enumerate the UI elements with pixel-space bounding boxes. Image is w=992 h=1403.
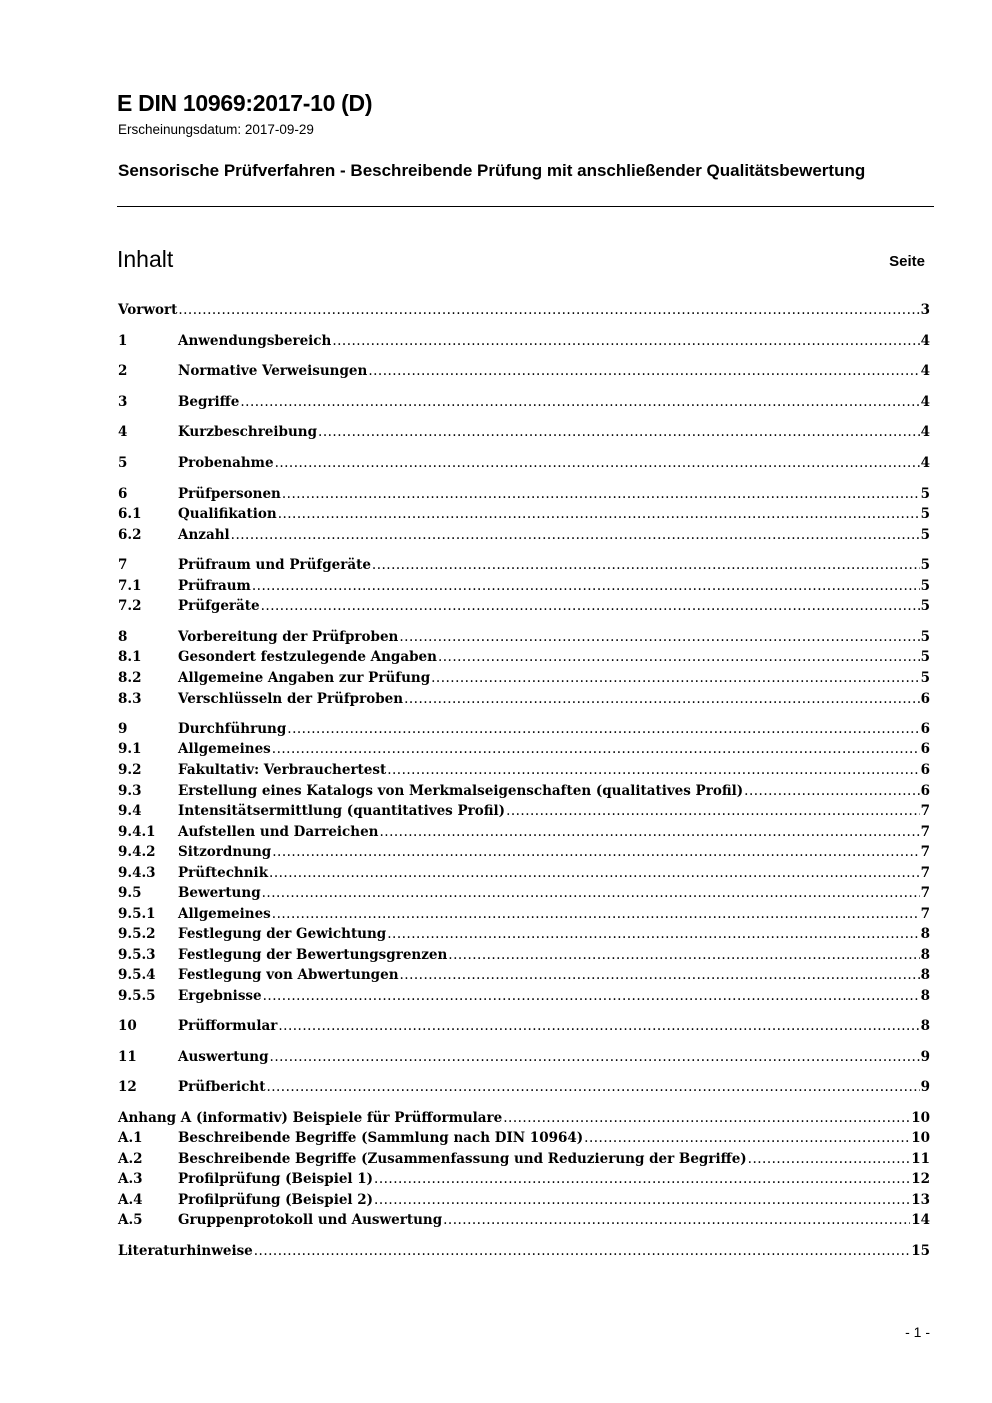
toc-entry-label: Anhang A (informativ) Beispiele für Prüfformulare [118, 1110, 503, 1126]
toc-dot-leader [399, 629, 919, 645]
toc-dot-leader [278, 1018, 919, 1034]
toc-entry-page: 5 [920, 629, 930, 645]
toc-entry-number: A.4 [118, 1192, 143, 1208]
toc-entry-page: 10 [911, 1130, 930, 1146]
toc-entry-page: 6 [920, 762, 930, 778]
toc-entry[interactable] [118, 1079, 930, 1099]
toc-entry-page: 9 [920, 1079, 930, 1095]
toc-entry[interactable] [118, 1243, 930, 1263]
toc-entry-page: 5 [920, 578, 930, 594]
toc-entry-page: 7 [920, 824, 930, 840]
toc-entry-page: 6 [920, 741, 930, 757]
toc-entry[interactable] [118, 988, 930, 1008]
toc-entry[interactable] [118, 762, 930, 782]
toc-entry-label: Beschreibende Begriffe (Sammlung nach DIN 10964) [178, 1130, 584, 1146]
toc-entry-page: 4 [920, 363, 930, 379]
toc-entry-label: Prüfgeräte [178, 598, 260, 614]
toc-entry-number: 9.5.4 [118, 967, 156, 983]
toc-entry[interactable] [118, 424, 930, 444]
toc-dot-leader [318, 424, 920, 440]
toc-entry-page: 7 [920, 865, 930, 881]
toc-entry[interactable] [118, 527, 930, 547]
toc-entry-label: Probenahme [178, 455, 274, 471]
toc-entry-number: 9.2 [118, 762, 142, 778]
toc-entry-number: 6 [118, 486, 128, 502]
toc-entry[interactable] [118, 1130, 930, 1150]
toc-entry-page: 5 [920, 649, 930, 665]
toc-entry-number: 7.2 [118, 598, 142, 614]
toc-entry[interactable] [118, 506, 930, 526]
toc-entry[interactable] [118, 1049, 930, 1069]
toc-entry[interactable] [118, 1192, 930, 1212]
toc-entry[interactable] [118, 302, 930, 322]
toc-entry-number: 2 [118, 363, 128, 379]
toc-dot-leader [506, 803, 920, 819]
toc-entry[interactable] [118, 783, 930, 803]
toc-entry-page: 10 [911, 1110, 930, 1126]
toc-entry-page: 8 [920, 988, 930, 1004]
toc-entry-label: Fakultativ: Verbrauchertest [178, 762, 387, 778]
toc-entry-page: 5 [920, 486, 930, 502]
toc-entry-page: 6 [920, 721, 930, 737]
toc-entry-page: 4 [920, 424, 930, 440]
toc-entry-page: 11 [911, 1151, 930, 1167]
toc-entry-page: 8 [920, 1018, 930, 1034]
toc-entry[interactable] [118, 1171, 930, 1191]
toc-dot-leader [272, 741, 920, 757]
toc-entry-page: 6 [920, 783, 930, 799]
toc-entry-label: Qualifikation [178, 506, 277, 522]
toc-dot-leader [269, 865, 920, 881]
toc-entry-page: 4 [920, 455, 930, 471]
toc-dot-leader [380, 824, 920, 840]
toc-entry-label: Prüftechnik [178, 865, 269, 881]
toc-entry-label: Prüfraum und Prüfgeräte [178, 557, 371, 573]
toc-entry-label: Prüfbericht [178, 1079, 266, 1095]
toc-entry-label: Profilprüfung (Beispiel 1) [178, 1171, 374, 1187]
toc-entry-page: 7 [920, 906, 930, 922]
toc-entry-page: 8 [920, 947, 930, 963]
toc-entry-number: 9.4.1 [118, 824, 156, 840]
toc-entry-number: 9.5.5 [118, 988, 156, 1004]
toc-entry-number: 9.4 [118, 803, 142, 819]
toc-entry-label: Vorbereitung der Prüfproben [178, 629, 399, 645]
document-title: Sensorische Prüfverfahren - Beschreibende Prüfung mit anschließender Qualitätsbewertung [118, 161, 866, 180]
toc-entry[interactable] [118, 394, 930, 414]
toc-entry[interactable] [118, 885, 930, 905]
toc-entry[interactable] [118, 629, 930, 649]
toc-dot-leader [275, 455, 920, 471]
toc-entry-page: 9 [920, 1049, 930, 1065]
toc-dot-leader [272, 844, 919, 860]
toc-entry-page: 8 [920, 967, 930, 983]
toc-entry-number: 7 [118, 557, 128, 573]
toc-entry-label: Prüfraum [178, 578, 251, 594]
toc-entry-number: 8.1 [118, 649, 142, 665]
toc-entry-label: Beschreibende Begriffe (Zusammenfassung und Reduzierung der Begriffe) [178, 1151, 747, 1167]
toc-dot-leader [252, 578, 920, 594]
toc-entry[interactable] [118, 598, 930, 618]
toc-dot-leader [263, 988, 920, 1004]
toc-entry-label: Allgemeine Angaben zur Prüfung [178, 670, 431, 686]
toc-entry-number: 9.5.3 [118, 947, 156, 963]
toc-entry[interactable] [118, 803, 930, 823]
toc-entry-number: 7.1 [118, 578, 142, 594]
toc-entry-number: 9.1 [118, 741, 142, 757]
toc-entry-number: 11 [118, 1049, 137, 1065]
toc-entry-page: 4 [920, 394, 930, 410]
toc-entry-label: Normative Verweisungen [178, 363, 368, 379]
toc-dot-leader [400, 967, 920, 983]
toc-entry-page: 4 [920, 333, 930, 349]
toc-entry-number: A.2 [118, 1151, 143, 1167]
toc-entry-number: 9.5 [118, 885, 142, 901]
page-number: - 1 - [905, 1324, 930, 1340]
title-rule [117, 206, 934, 207]
toc-entry[interactable] [118, 333, 930, 353]
toc-dot-leader [374, 1192, 910, 1208]
toc-dot-leader [431, 670, 919, 686]
toc-entry-number: 6.1 [118, 506, 142, 522]
toc-entry-number: 4 [118, 424, 128, 440]
toc-entry-page: 7 [920, 803, 930, 819]
toc-entry-number: 9.4.3 [118, 865, 156, 881]
toc-entry-label: Prüfpersonen [178, 486, 281, 502]
toc-entry[interactable] [118, 926, 930, 946]
toc-entry-page: 5 [920, 598, 930, 614]
toc-dot-leader [744, 783, 919, 799]
toc-entry-page: 8 [920, 926, 930, 942]
toc-entry-label: Festlegung der Gewichtung [178, 926, 387, 942]
toc-dot-leader [254, 1243, 910, 1259]
toc-entry-label: Anwendungsbereich [178, 333, 332, 349]
toc-entry-number: A.5 [118, 1212, 143, 1228]
toc-entry-number: 9.5.1 [118, 906, 156, 922]
toc-dot-leader [438, 649, 920, 665]
toc-entry[interactable] [118, 824, 930, 844]
page-column-label: Seite [889, 253, 925, 270]
toc-entry-label: Begriffe [178, 394, 240, 410]
toc-entry-page: 14 [911, 1212, 930, 1228]
toc-entry-label: Ergebnisse [178, 988, 262, 1004]
toc-entry-label: Aufstellen und Darreichen [178, 824, 379, 840]
toc-dot-leader [374, 1171, 910, 1187]
toc-entry-number: 1 [118, 333, 128, 349]
toc-entry-number: 3 [118, 394, 128, 410]
toc-entry[interactable] [118, 721, 930, 741]
toc-dot-leader [448, 947, 919, 963]
toc-entry-page: 15 [911, 1243, 930, 1259]
toc-entry-number: 8 [118, 629, 128, 645]
toc-entry-label: Vorwort [118, 302, 178, 318]
toc-entry-page: 5 [920, 557, 930, 573]
toc-dot-leader [332, 333, 919, 349]
toc-dot-leader [231, 527, 920, 543]
toc-entry-label: Gruppenprotokoll und Auswertung [178, 1212, 443, 1228]
toc-entry[interactable] [118, 691, 930, 711]
toc-entry[interactable] [118, 967, 930, 987]
toc-entry[interactable] [118, 947, 930, 967]
toc-entry-label: Verschlüsseln der Prüfproben [178, 691, 404, 707]
toc-entry[interactable] [118, 1110, 930, 1130]
toc-entry[interactable] [118, 1018, 930, 1038]
toc-dot-leader [240, 394, 919, 410]
toc-entry[interactable] [118, 486, 930, 506]
toc-entry-label: Intensitätsermittlung (quantitatives Profil) [178, 803, 506, 819]
toc-dot-leader [748, 1151, 911, 1167]
toc-entry-label: Festlegung der Bewertungsgrenzen [178, 947, 448, 963]
toc-entry-label: Kurzbeschreibung [178, 424, 318, 440]
toc-entry-label: Anzahl [178, 527, 230, 543]
toc-entry[interactable] [118, 906, 930, 926]
toc-dot-leader [266, 1079, 919, 1095]
toc-entry-number: 9.3 [118, 783, 142, 799]
toc-entry-page: 5 [920, 527, 930, 543]
toc-entry[interactable] [118, 865, 930, 885]
toc-entry-number: 12 [118, 1079, 137, 1095]
toc-dot-leader [503, 1110, 910, 1126]
toc-entry-page: 7 [920, 885, 930, 901]
toc-entry-label: Allgemeines [178, 741, 271, 757]
toc-entry[interactable] [118, 844, 930, 864]
toc-entry[interactable] [118, 1212, 930, 1232]
toc-entry[interactable] [118, 578, 930, 598]
publication-date: Erscheinungsdatum: 2017-09-29 [118, 122, 314, 137]
toc-dot-leader [372, 557, 920, 573]
toc-entry-label: Erstellung eines Katalogs von Merkmalseigenschaften (qualitatives Profil) [178, 783, 744, 799]
toc-entry-label: Festlegung von Abwertungen [178, 967, 399, 983]
toc-entry-label: Bewertung [178, 885, 261, 901]
toc-entry-number: 5 [118, 455, 128, 471]
toc-entry-label: Profilprüfung (Beispiel 2) [178, 1192, 374, 1208]
toc-entry-label: Allgemeines [178, 906, 271, 922]
toc-dot-leader [261, 598, 920, 614]
toc-entry-page: 5 [920, 506, 930, 522]
toc-heading: Inhalt [117, 246, 174, 272]
toc-entry-number: 8.2 [118, 670, 142, 686]
toc-entry-page: 7 [920, 844, 930, 860]
toc-entry-number: 9.4.2 [118, 844, 156, 860]
toc-dot-leader [584, 1130, 910, 1146]
toc-entry[interactable] [118, 1151, 930, 1171]
toc-entry-page: 12 [911, 1171, 930, 1187]
toc-entry[interactable] [118, 557, 930, 577]
toc-dot-leader [368, 363, 919, 379]
toc-entry-label: Durchführung [178, 721, 287, 737]
toc-entry[interactable] [118, 670, 930, 690]
toc-entry-label: Auswertung [178, 1049, 269, 1065]
toc-dot-leader [404, 691, 920, 707]
toc-entry[interactable] [118, 363, 930, 383]
toc-dot-leader [262, 885, 920, 901]
toc-dot-leader [287, 721, 919, 737]
toc-dot-leader [270, 1049, 920, 1065]
toc-entry[interactable] [118, 741, 930, 761]
toc-dot-leader [272, 906, 920, 922]
toc-entry-page: 3 [920, 302, 930, 318]
toc-entry-number: 10 [118, 1018, 137, 1034]
toc-entry-number: 9.5.2 [118, 926, 156, 942]
toc-dot-leader [387, 762, 919, 778]
toc-entry-number: 8.3 [118, 691, 142, 707]
toc-entry[interactable] [118, 455, 930, 475]
toc-entry-page: 13 [911, 1192, 930, 1208]
toc-entry-number: A.3 [118, 1171, 143, 1187]
toc-entry-number: 6.2 [118, 527, 142, 543]
toc-entry-label: Gesondert festzulegende Angaben [178, 649, 437, 665]
toc-entry[interactable] [118, 649, 930, 669]
toc-dot-leader [387, 926, 919, 942]
toc-entry-label: Sitzordnung [178, 844, 272, 860]
toc-dot-leader [178, 302, 919, 318]
doc-id: E DIN 10969:2017-10 (D) [117, 90, 373, 116]
toc-dot-leader [282, 486, 920, 502]
toc-dot-leader [443, 1212, 910, 1228]
toc-entry-label: Prüfformular [178, 1018, 278, 1034]
toc-entry-page: 6 [920, 691, 930, 707]
toc-entry-number: 9 [118, 721, 128, 737]
toc-entry-page: 5 [920, 670, 930, 686]
toc-entry-number: A.1 [118, 1130, 143, 1146]
toc-entry-label: Literaturhinweise [118, 1243, 253, 1259]
toc-dot-leader [278, 506, 920, 522]
